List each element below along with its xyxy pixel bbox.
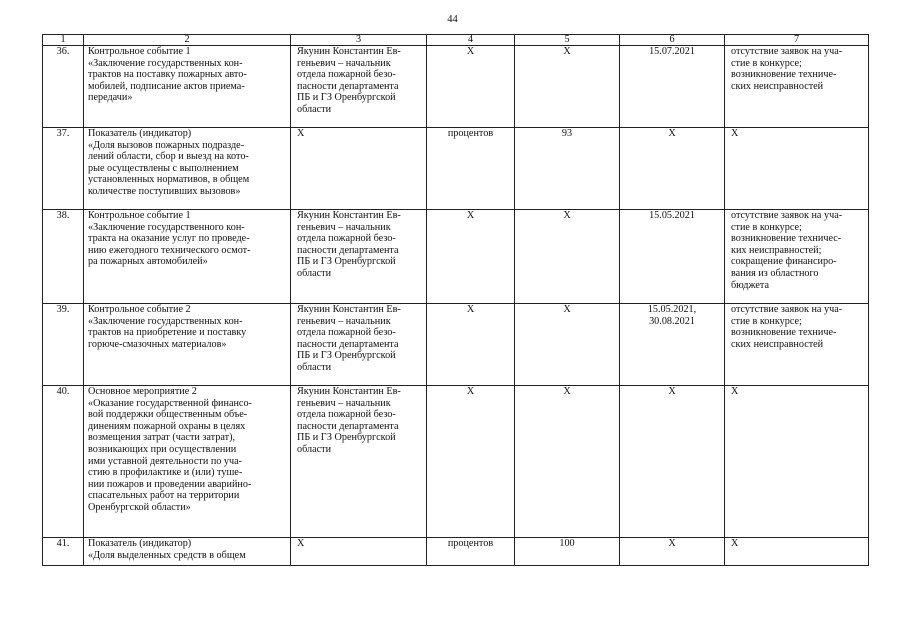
- cell-line: Якунин Константин Ев-: [297, 304, 401, 315]
- cell-line: Х: [668, 128, 676, 139]
- date-cell: [620, 538, 725, 566]
- event-name-cell: [84, 210, 291, 304]
- row-number-cell: 40.: [43, 386, 84, 538]
- responsible-cell: [291, 386, 427, 538]
- cell-line: Показатель (индикатор): [88, 538, 192, 549]
- cell-line: «Заключение государственного кон-: [88, 221, 245, 233]
- unit-cell: Х: [427, 304, 515, 386]
- value-cell: Х: [515, 210, 620, 304]
- cell-line: отдела пожарной безо-: [297, 409, 396, 421]
- document-table: [42, 34, 869, 566]
- risks-cell: [725, 46, 869, 128]
- responsible-cell: [291, 128, 427, 210]
- cell-line: отдела пожарной безо-: [297, 69, 396, 81]
- responsible-cell: [291, 210, 427, 304]
- cell-line: ких неисправностей;: [731, 244, 822, 256]
- cell-line: Х: [731, 128, 739, 139]
- cell-line: Х: [668, 386, 676, 397]
- cell-line: нии пожаров и проведении аварийно-: [88, 478, 252, 490]
- table-row: [43, 304, 869, 386]
- cell-line: «Заключение государственных кон-: [88, 315, 243, 327]
- event-name-cell: [84, 386, 291, 538]
- cell-line: Оренбургской области»: [88, 501, 191, 513]
- date-cell: [620, 386, 725, 538]
- cell-line: трактов на приобретение и поставку: [88, 327, 247, 339]
- row-number-cell: 38.: [43, 210, 84, 304]
- cell-line: возникновение техниче-: [731, 69, 837, 81]
- value-cell: Х: [515, 46, 620, 128]
- cell-line: 15.07.2021: [649, 46, 695, 57]
- cell-line: установленных нормативов, в общем: [88, 174, 250, 186]
- cell-line: области: [297, 267, 332, 279]
- cell-line: ра пожарных автомобилей»: [88, 256, 208, 268]
- event-name-cell: [84, 538, 291, 566]
- cell-line: ских неисправностей: [731, 338, 824, 350]
- cell-line: Якунин Константин Ев-: [297, 210, 401, 221]
- cell-line: «Доля вызовов пожарных подразде-: [88, 139, 245, 151]
- value-cell: 100: [515, 538, 620, 566]
- cell-line: области: [297, 103, 332, 115]
- cell-line: ПБ и ГЗ Оренбургской: [297, 92, 396, 104]
- cell-line: отсутствие заявок на уча-: [731, 46, 843, 57]
- cell-line: отдела пожарной безо-: [297, 327, 396, 339]
- column-header-1: 1: [43, 35, 84, 46]
- cell-line: вания из областного: [731, 267, 819, 279]
- cell-line: Х: [297, 538, 305, 549]
- risks-cell: [725, 210, 869, 304]
- header-row: [43, 35, 869, 46]
- date-cell: [620, 210, 725, 304]
- cell-line: возмещения затрат (части затрат),: [88, 432, 236, 444]
- cell-line: возникновение техниче-: [731, 327, 837, 339]
- risks-cell: [725, 538, 869, 566]
- cell-line: геньевич – начальник: [297, 221, 391, 233]
- value-cell: Х: [515, 304, 620, 386]
- cell-line: вой поддержки общественным объе-: [88, 409, 248, 421]
- cell-line: отдела пожарной безо-: [297, 233, 396, 245]
- cell-line: Контрольное событие 1: [88, 46, 191, 57]
- row-number-cell: 36.: [43, 46, 84, 128]
- cell-line: Контрольное событие 2: [88, 304, 191, 315]
- date-cell: [620, 46, 725, 128]
- column-header-3: 3: [291, 35, 427, 46]
- unit-cell: процентов: [427, 538, 515, 566]
- cell-line: пасности департамента: [297, 244, 399, 256]
- date-cell: [620, 128, 725, 210]
- column-header-6: 6: [620, 35, 725, 46]
- cell-line: стию в профилактике и (или) туше-: [88, 467, 243, 479]
- table-body: [43, 46, 869, 566]
- cell-line: геньевич – начальник: [297, 57, 391, 69]
- cell-line: геньевич – начальник: [297, 315, 391, 327]
- risks-cell: [725, 128, 869, 210]
- responsible-cell: [291, 304, 427, 386]
- value-cell: Х: [515, 386, 620, 538]
- cell-line: отсутствие заявок на уча-: [731, 304, 843, 315]
- cell-line: пасности департамента: [297, 80, 399, 92]
- responsible-cell: [291, 46, 427, 128]
- cell-line: ПБ и ГЗ Оренбургской: [297, 350, 396, 362]
- unit-cell: Х: [427, 386, 515, 538]
- column-header-5: 5: [515, 35, 620, 46]
- cell-line: «Оказание государственной финансо-: [88, 397, 252, 409]
- cell-line: Х: [731, 386, 739, 397]
- cell-line: мобилей, подписание актов приема-: [88, 80, 245, 92]
- cell-line: пасности департамента: [297, 420, 399, 432]
- column-header-7: 7: [725, 35, 869, 46]
- event-name-cell: [84, 128, 291, 210]
- risks-cell: [725, 386, 869, 538]
- cell-line: возникновение техничес-: [731, 233, 842, 245]
- cell-line: Х: [297, 128, 305, 139]
- cell-line: пасности департамента: [297, 338, 399, 350]
- risks-cell: [725, 304, 869, 386]
- value-cell: 93: [515, 128, 620, 210]
- cell-line: спасательных работ на территории: [88, 490, 240, 502]
- cell-line: нию ежегодного технического осмот-: [88, 244, 251, 256]
- cell-line: 30.08.2021: [649, 315, 695, 327]
- cell-line: отсутствие заявок на уча-: [731, 210, 843, 221]
- cell-line: 15.05.2021: [649, 210, 695, 221]
- cell-line: стие в конкурсе;: [731, 315, 802, 327]
- cell-line: ПБ и ГЗ Оренбургской: [297, 432, 396, 444]
- row-number-cell: 39.: [43, 304, 84, 386]
- cell-line: передачи»: [88, 92, 133, 104]
- cell-line: Х: [668, 538, 676, 549]
- cell-line: Показатель (индикатор): [88, 128, 192, 139]
- event-name-cell: [84, 46, 291, 128]
- table-row: [43, 386, 869, 538]
- column-header-4: 4: [427, 35, 515, 46]
- cell-line: тракта на оказание услуг по проведе-: [88, 233, 250, 245]
- cell-line: динениям пожарной охраны в целях: [88, 420, 246, 432]
- cell-line: Контрольное событие 1: [88, 210, 191, 221]
- column-header-2: 2: [84, 35, 291, 46]
- cell-line: горюче-смазочных материалов»: [88, 338, 227, 350]
- cell-line: Якунин Константин Ев-: [297, 46, 401, 57]
- row-number-cell: 41.: [43, 538, 84, 566]
- cell-line: «Доля выделенных средств в общем: [88, 549, 246, 561]
- cell-line: возникающих при осуществлении: [88, 443, 237, 455]
- unit-cell: Х: [427, 210, 515, 304]
- cell-line: Якунин Константин Ев-: [297, 386, 401, 397]
- cell-line: лений области, сбор и выезд на кото-: [88, 151, 249, 163]
- table-row: [43, 46, 869, 128]
- cell-line: 15.05.2021,: [647, 304, 697, 315]
- table-row: [43, 128, 869, 210]
- page-number: 44: [447, 14, 458, 25]
- cell-line: рые осуществлены с выполнением: [88, 162, 239, 174]
- cell-line: «Заключение государственных кон-: [88, 57, 243, 69]
- table-row: [43, 538, 869, 566]
- row-number-cell: 37.: [43, 128, 84, 210]
- table-row: [43, 210, 869, 304]
- cell-line: стие в конкурсе;: [731, 57, 802, 69]
- unit-cell: процентов: [427, 128, 515, 210]
- cell-line: геньевич – начальник: [297, 397, 391, 409]
- cell-line: бюджета: [731, 279, 769, 291]
- event-name-cell: [84, 304, 291, 386]
- cell-line: трактов на поставку пожарных авто-: [88, 69, 247, 81]
- cell-line: ПБ и ГЗ Оренбургской: [297, 256, 396, 268]
- cell-line: Х: [731, 538, 739, 549]
- cell-line: количестве поступивших вызовов»: [88, 185, 241, 197]
- unit-cell: Х: [427, 46, 515, 128]
- responsible-cell: [291, 538, 427, 566]
- cell-line: области: [297, 361, 332, 373]
- cell-line: ских неисправностей: [731, 80, 824, 92]
- cell-line: ими уставной деятельности по уча-: [88, 455, 243, 467]
- cell-line: Основное мероприятие 2: [88, 386, 197, 397]
- cell-line: стие в конкурсе;: [731, 221, 802, 233]
- cell-line: области: [297, 443, 332, 455]
- cell-line: сокращение финансиро-: [731, 256, 837, 268]
- date-cell: [620, 304, 725, 386]
